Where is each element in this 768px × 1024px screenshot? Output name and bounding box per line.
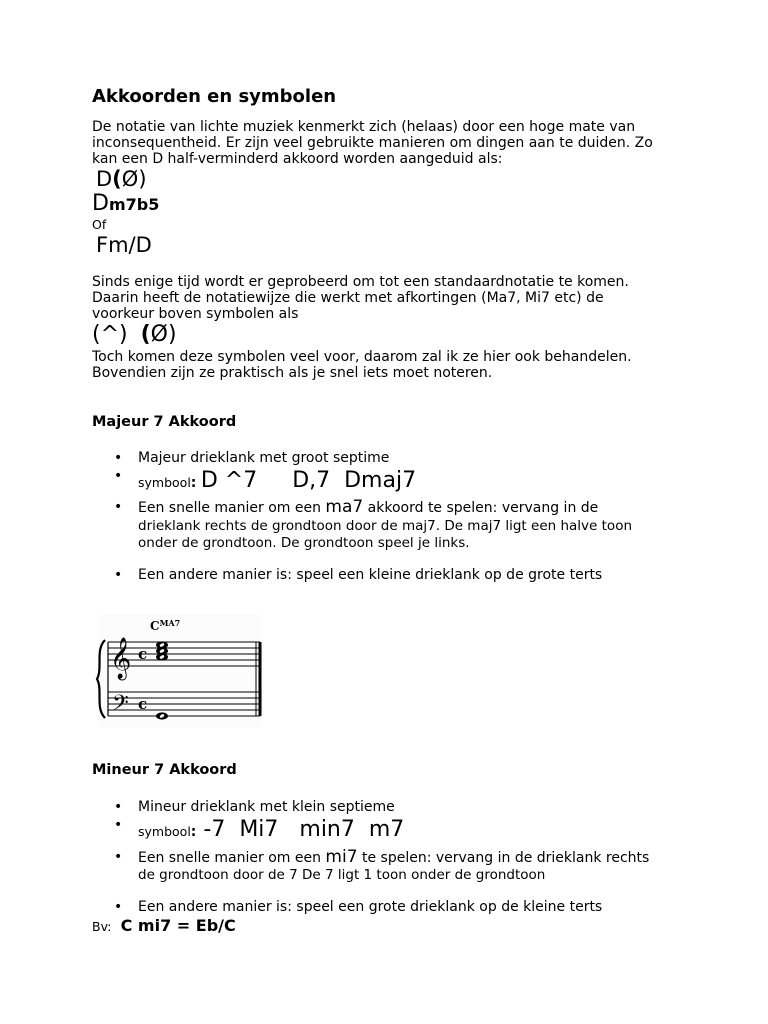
major-item-4: • Een andere manier is: speel een kleine drieklank op de grote terts — [138, 567, 602, 583]
symbol-label: symbool — [138, 824, 191, 839]
time-signature-treble: c — [138, 645, 148, 663]
symbol-dm7b5 — [92, 191, 159, 216]
standard-line-2: Daarin heeft de notatiewijze die werkt met afkortingen (Ma7, Mi7 etc) de — [92, 290, 604, 306]
of-label: Of — [92, 217, 107, 232]
symbol-colon: : — [190, 475, 197, 491]
major-item-symbol — [138, 468, 416, 493]
standard-line-3: voorkeur boven symbolen als — [92, 306, 299, 322]
major-quick-line-3: onder de grondtoon. De grondtoon speel je links. — [138, 535, 470, 551]
paren-close: ) — [138, 167, 147, 191]
standard-line-1: Sinds enige tijd wordt er geprobeerd om tot een standaardnotatie te komen. — [92, 274, 629, 290]
intro-line-3: kan een D half-verminderd akkoord worden aangeduid als: — [92, 151, 503, 167]
major-item-quick — [138, 499, 598, 516]
major-heading: Majeur 7 Akkoord — [92, 414, 237, 430]
minor-quick-line-2: de grondtoon door de 7 De 7 ligt 1 toon onder de grondtoon — [138, 867, 546, 883]
quick-text-big: mi7 — [325, 847, 358, 867]
major-quick-line-2: drieklank rechts de grondtoon door de maj7. De maj7 ligt een halve toon — [138, 518, 633, 534]
paren-open: ( — [140, 322, 151, 347]
chord-root: D — [92, 191, 109, 216]
score-cmaj7 — [94, 612, 266, 730]
chord-symbol: $C^{MA7}$ — [150, 618, 181, 633]
quick-text-post: te spelen: vervang in de drieklank rechts — [357, 850, 650, 866]
symbol-colon: : — [190, 824, 197, 840]
symbol-line — [92, 322, 177, 347]
after-symbols-line-2: Bovendien zijn ze praktisch als je snel iets moet noteren. — [92, 365, 493, 381]
symbol-d-half-diminished — [96, 167, 147, 191]
minor-item-4: • Een andere manier is: speel een grote drieklank op de kleine terts — [138, 899, 602, 915]
half-diminished-glyph: Ø — [150, 322, 168, 347]
symbol-values: D ^7 D,7 Dmaj7 — [200, 468, 417, 493]
paren-open: ( — [112, 167, 122, 191]
after-symbols-line-1: Toch komen deze symbolen veel voor, daarom zal ik ze hier ook behandelen. — [92, 349, 632, 365]
symbol-values: -7 Mi7 min7 m7 — [196, 817, 405, 842]
major-item-1: • Majeur drieklank met groot septime — [138, 450, 389, 466]
intro-line-2: inconsequentheid. Er zijn veel gebruikte manieren om dingen aan te duiden. Zo — [92, 135, 653, 151]
example-label: Bv: — [92, 919, 112, 934]
quick-text-big: ma7 — [325, 497, 364, 517]
page-title: Akkoorden en symbolen — [92, 86, 337, 107]
symbol-fm-d: Fm/D — [96, 233, 152, 257]
paren-close: ) — [168, 322, 177, 347]
minor-item-1: • Mineur drieklank met klein septieme — [138, 799, 395, 815]
symbol-label: symbool — [138, 475, 191, 490]
caret-symbol: (^) — [92, 322, 128, 347]
half-diminished-glyph: Ø — [121, 167, 139, 191]
treble-clef-icon: 𝄞 — [110, 638, 132, 679]
bass-clef-icon: 𝄢 — [112, 691, 129, 721]
quick-text-pre: Een snelle manier om een — [138, 850, 326, 866]
quick-text-pre: Een snelle manier om een — [138, 500, 326, 516]
example-value: C mi7 = Eb/C — [120, 916, 236, 935]
minor-item-symbol — [138, 817, 404, 842]
intro-line-1: De notatie van lichte muziek kenmerkt zich (helaas) door een hoge mate van — [92, 119, 636, 135]
example-line — [92, 916, 236, 935]
quick-text-post: akkoord te spelen: vervang in de — [363, 500, 599, 516]
chord-root: D — [96, 167, 113, 191]
chord-suffix: m7b5 — [108, 195, 160, 214]
minor-item-quick — [138, 849, 649, 866]
minor-heading: Mineur 7 Akkoord — [92, 762, 237, 778]
time-signature-bass: c — [138, 695, 148, 713]
